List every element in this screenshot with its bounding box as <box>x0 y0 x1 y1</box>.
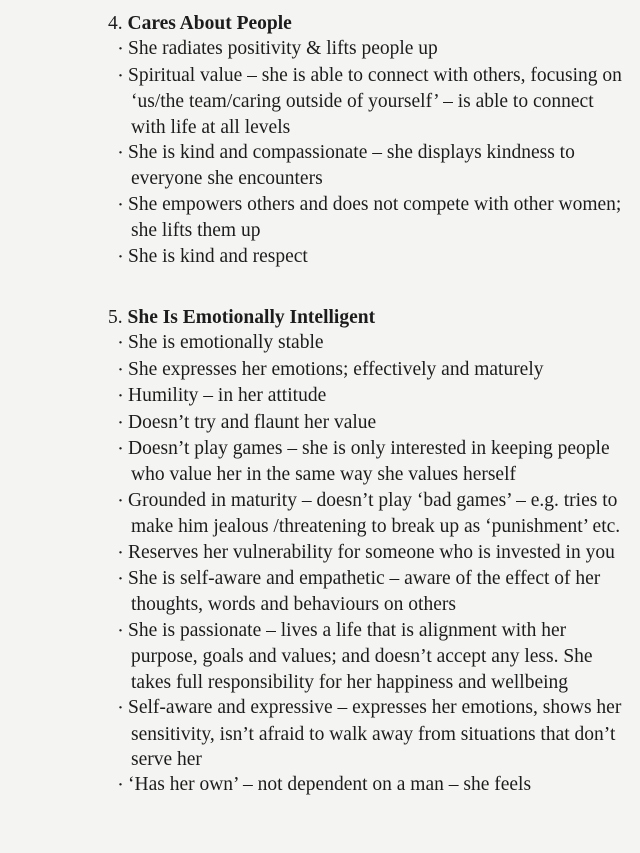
list-item-text: She is self-aware and empathetic – aware of the effect of her thoughts, words and behaviours on others <box>128 568 601 616</box>
list-item-text: Reserves her vulnerability for someone who is invested in you <box>128 541 615 563</box>
bullet-icon: · <box>118 67 124 84</box>
bullet-icon: · <box>118 441 124 458</box>
bullet-icon: · <box>118 414 124 431</box>
section-title: Cares About People <box>127 13 292 34</box>
list-item <box>108 192 630 244</box>
bullet-icon: · <box>118 388 124 405</box>
bullet-icon: · <box>118 361 124 378</box>
list-item <box>108 618 630 695</box>
bullet-icon: · <box>118 571 124 588</box>
bullet-icon: · <box>118 622 124 639</box>
bullet-icon: · <box>118 544 124 561</box>
list-item <box>108 540 630 566</box>
list-item <box>108 36 630 62</box>
bullet-icon: · <box>118 492 124 509</box>
list-item-text: She radiates positivity & lifts people up <box>128 38 438 60</box>
bullet-list <box>108 36 630 270</box>
list-item-text: She empowers others and does not compete with other women; she lifts them up <box>128 193 622 242</box>
list-item-text: Spiritual value – she is able to connect with others, focusing on ‘us/the team/caring outside of yourself’ – is able to connect with life at all levels <box>128 64 622 138</box>
bullet-icon: · <box>118 335 124 352</box>
list-item-text: She is emotionally stable <box>128 332 324 354</box>
bullet-icon: · <box>118 196 124 213</box>
bullet-icon: · <box>118 248 124 265</box>
list-item-text: Doesn’t try and flaunt her value <box>128 411 377 433</box>
section-emotionally-intelligent <box>108 305 630 799</box>
section-heading <box>108 11 630 36</box>
list-item <box>108 63 630 140</box>
list-item-text: Doesn’t play games – she is only interested in keeping people who value her in the same way she values herself <box>128 438 610 486</box>
section-heading <box>108 305 630 330</box>
list-item <box>108 357 630 383</box>
list-item-text: She is kind and compassionate – she displays kindness to everyone she encounters <box>128 142 575 190</box>
bullet-icon: · <box>118 700 124 717</box>
list-item <box>108 410 630 436</box>
list-item <box>108 436 630 488</box>
list-item-text: Grounded in maturity – doesn’t play ‘bad games’ – e.g. tries to make him jealous /threatening to break up as ‘punishment’ etc. <box>128 489 621 538</box>
list-item-text: ‘Has her own’ – not dependent on a man – she feels <box>128 774 532 796</box>
section-number: 4. <box>108 13 123 34</box>
list-item <box>108 330 630 356</box>
list-item-text: She is kind and respect <box>128 245 308 267</box>
list-item <box>108 140 630 192</box>
list-item-text: She expresses her emotions; effectively and maturely <box>128 358 544 380</box>
list-item <box>108 695 630 772</box>
list-item <box>108 488 630 540</box>
list-item-text: Humility – in her attitude <box>128 385 327 407</box>
section-cares-about-people <box>108 11 630 270</box>
bullet-icon: · <box>118 777 124 794</box>
section-title: She Is Emotionally Intelligent <box>127 307 376 328</box>
list-item-text: Self-aware and expressive – expresses her emotions, shows her sensitivity, isn’t afraid to walk away from situations that don’t serve her <box>128 697 622 770</box>
section-number: 5. <box>108 307 123 328</box>
list-item <box>108 383 630 409</box>
bullet-list <box>108 330 630 798</box>
list-item <box>108 244 630 270</box>
bullet-icon: · <box>118 145 124 162</box>
list-item <box>108 772 630 798</box>
bullet-icon: · <box>118 41 124 58</box>
list-item-text: She is passionate – lives a life that is alignment with her purpose, goals and values; and doesn’t accept any less. She takes full responsibility for her happiness and wellbeing <box>128 619 593 693</box>
list-item <box>108 566 630 618</box>
